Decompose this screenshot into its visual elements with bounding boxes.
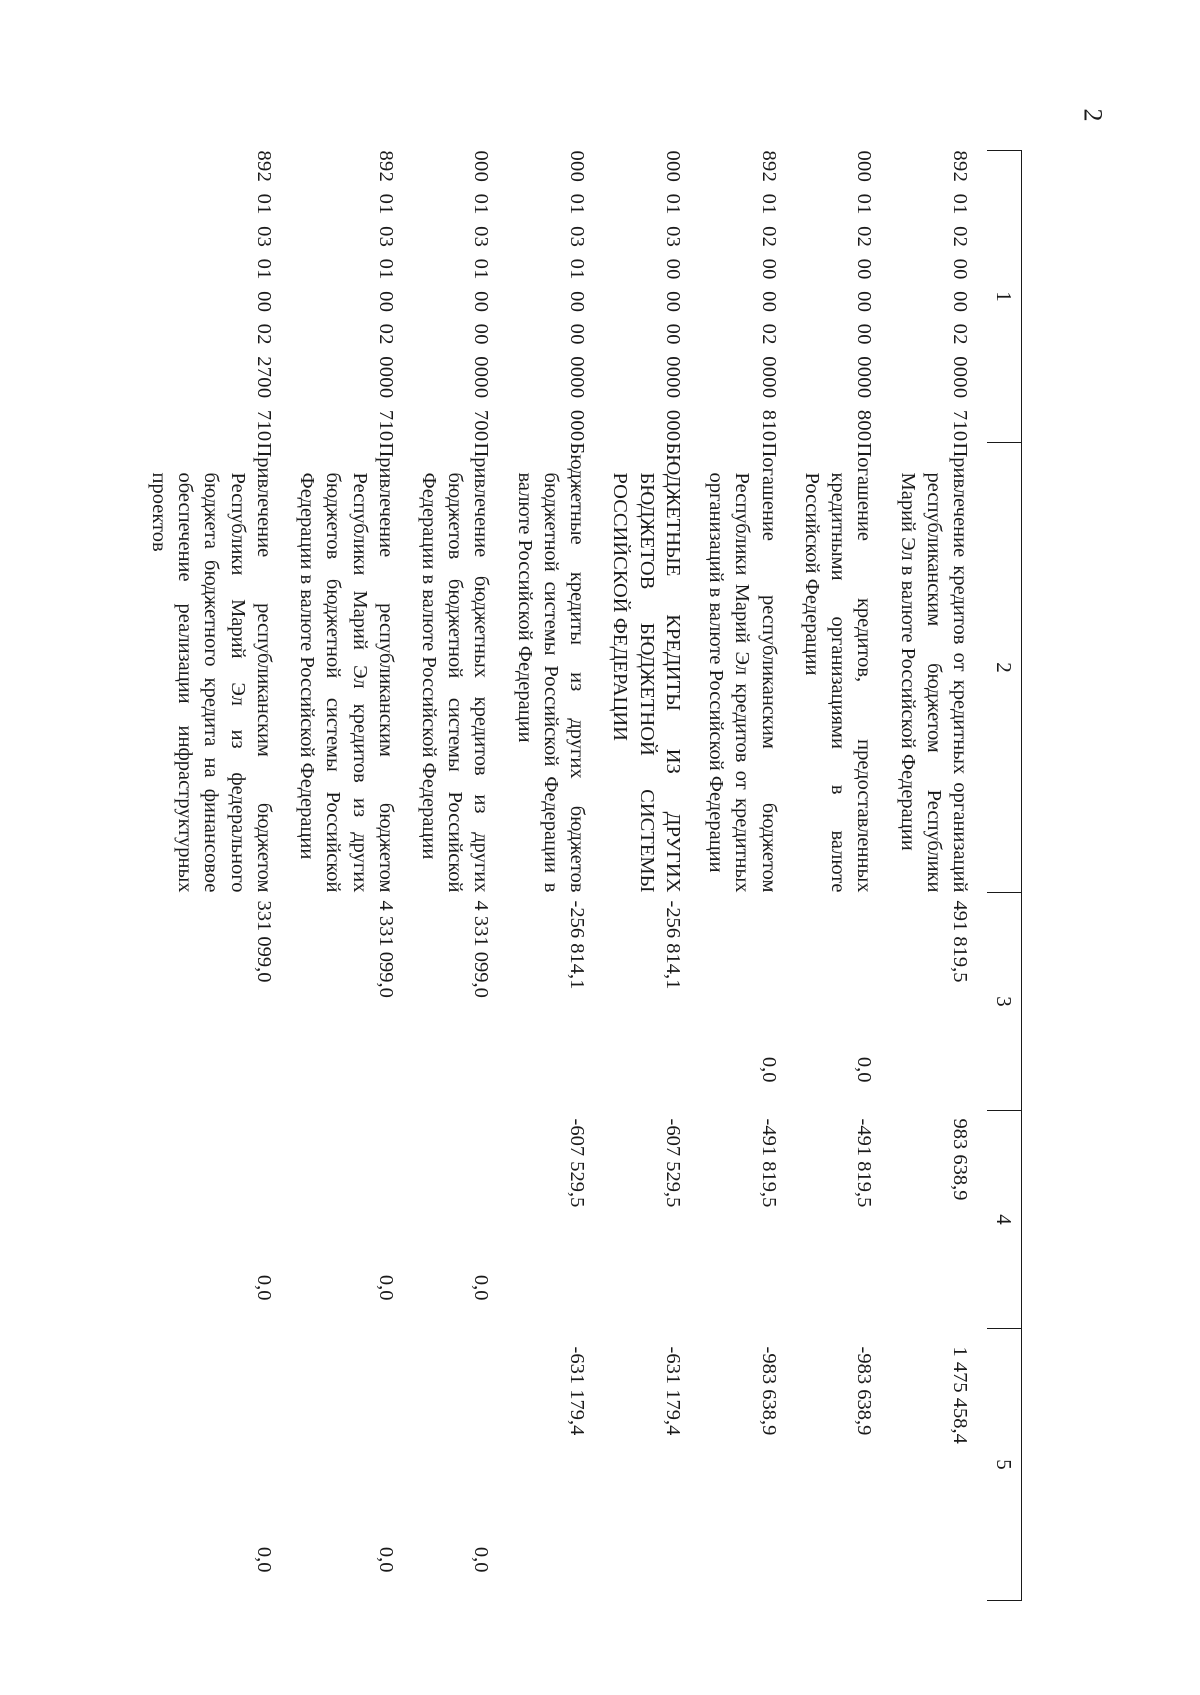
- value-col-3: 4 331 099,0: [374, 900, 397, 998]
- header-col-2: 2: [987, 443, 1022, 893]
- header-col-4: 4: [987, 1111, 1022, 1329]
- header-col-1: 1: [987, 151, 1022, 443]
- row-name-cell: [277, 443, 399, 893]
- value-col-5: 1 475 458,4: [949, 1346, 971, 1444]
- row-name: Погашение кредитов, предоставленных кредитными организациями в валюте Российской Федерации: [800, 442, 876, 893]
- row-name-cell: [686, 443, 782, 893]
- value-col-5: -983 638,9: [853, 1346, 876, 1436]
- value-col-3: -256 814,1: [661, 900, 684, 990]
- row-name: Привлечение республиканским бюджетом Республики Марий Эл кредитов из других бюджетов бюджетной системы Российской Федерации в валюте Российской Федерации: [296, 442, 397, 893]
- value-col-5: -631 179,4: [566, 1346, 589, 1436]
- row-name-cell: [399, 443, 495, 893]
- budget-code: 000 01 03 01 00 00 0000 000: [566, 150, 589, 442]
- table-row: [686, 151, 782, 1601]
- value-col-3: 0,0: [853, 1056, 876, 1083]
- value-col-5: -983 638,9: [757, 1346, 780, 1436]
- table-row: [494, 151, 590, 1601]
- value-col-3: 0,0: [757, 1056, 780, 1083]
- page-number: 2: [1078, 108, 1108, 122]
- table-row: [399, 151, 495, 1601]
- value-col-4: 0,0: [374, 1274, 397, 1301]
- row-name-cell: [590, 443, 686, 893]
- row-name: Привлечение кредитов от кредитных организаций республиканским бюджетом Республики Марий Эл в валюте Российской Федерации: [896, 442, 971, 893]
- header-col-3: 3: [987, 893, 1022, 1111]
- value-col-5: 0,0: [252, 1546, 275, 1573]
- value-col-4: -491 819,5: [757, 1118, 780, 1208]
- row-name-cell: [782, 443, 878, 893]
- budget-code: 892 01 03 01 00 02 2700 710: [252, 150, 275, 442]
- row-name-cell: [129, 443, 277, 893]
- row-name: Погашение республиканским бюджетом Республики Марий Эл кредитов от кредитных организаций в валюте Российской Федерации: [705, 442, 780, 893]
- table-row: [590, 151, 686, 1601]
- value-col-3: 4 331 099,0: [470, 900, 493, 998]
- header-col-5: 5: [987, 1329, 1022, 1601]
- value-col-4: 0,0: [470, 1274, 493, 1301]
- table-row: [782, 151, 878, 1601]
- table-row: [877, 151, 987, 1601]
- value-col-5: 0,0: [470, 1546, 493, 1573]
- budget-code: 000 01 02 00 00 00 0000 800: [853, 150, 876, 442]
- value-col-5: 0,0: [374, 1546, 397, 1573]
- budget-sources-table: [129, 150, 1022, 1601]
- value-col-4: -607 529,5: [566, 1118, 589, 1208]
- row-name: БЮДЖЕТНЫЕ КРЕДИТЫ ИЗ ДРУГИХ БЮДЖЕТОВ БЮДЖЕТНОЙ СИСТЕМЫ РОССИЙСКОЙ ФЕДЕРАЦИИ: [609, 442, 684, 893]
- row-name-cell: [494, 443, 590, 893]
- budget-code: 892 01 02 00 00 02 0000 810: [757, 150, 780, 442]
- value-col-4: -491 819,5: [853, 1118, 876, 1208]
- row-name: Бюджетные кредиты из других бюджетов бюджетной системы Российской Федерации в валюте Российской Федерации: [513, 442, 589, 893]
- table-row: [277, 151, 399, 1601]
- budget-code: 892 01 03 01 00 02 0000 710: [374, 150, 397, 442]
- value-col-4: 0,0: [252, 1274, 275, 1301]
- budget-code: 000 01 03 01 00 00 0000 700: [470, 150, 493, 442]
- rotated-page-content: [142, 150, 1022, 1600]
- value-col-4: 983 638,9: [949, 1118, 971, 1201]
- value-col-3: -256 814,1: [566, 900, 589, 990]
- value-col-3: 331 099,0: [252, 900, 275, 983]
- value-col-3: 491 819,5: [949, 900, 971, 983]
- row-name: Привлечение республиканским бюджетом Республики Марий Эл из федерального бюджета бюджетного кредита на финансовое обеспечение реализации инфраструктурных проектов: [147, 442, 275, 893]
- table-header-row: [987, 151, 1022, 1601]
- row-name-cell: [877, 443, 987, 893]
- row-name: Привлечение бюджетных кредитов из других бюджетов бюджетной системы Российской Федерации в валюте Российской Федерации: [418, 442, 493, 893]
- value-col-4: -607 529,5: [661, 1118, 684, 1208]
- table-row: [129, 151, 277, 1601]
- value-col-5: -631 179,4: [661, 1346, 684, 1436]
- budget-code: 000 01 03 00 00 00 0000 000: [661, 150, 684, 442]
- budget-code: 892 01 02 00 00 02 0000 710: [949, 150, 971, 442]
